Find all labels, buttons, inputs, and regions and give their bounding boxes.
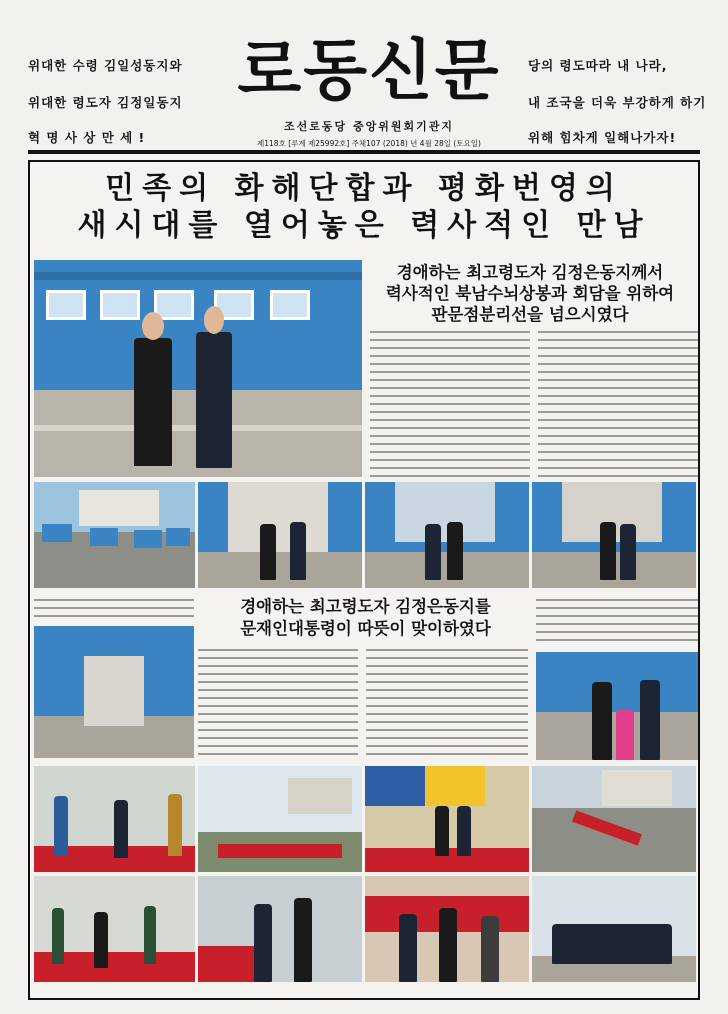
walking-photo <box>198 876 362 982</box>
group-walk-photo <box>365 876 529 982</box>
flag-photo <box>365 766 529 872</box>
second-article-column-1 <box>198 646 358 758</box>
right-slogan-2: 내 조국을 더욱 부강하게 하기 <box>528 95 707 110</box>
second-article-column-2 <box>366 646 528 758</box>
second-headline-line-2: 문재인대통령이 따뜻이 맞이하였다 <box>240 619 491 638</box>
second-article-column-3 <box>536 596 698 646</box>
honor-guard-photo <box>34 876 195 982</box>
lead-subhead <box>364 262 696 325</box>
lead-photo <box>34 260 362 477</box>
main-headline <box>40 170 688 244</box>
headline-line-1: 민족의 화해단합과 평화번영의 <box>105 171 623 206</box>
crossing-photo-2 <box>365 482 529 588</box>
right-slogan-1: 당의 령도따라 내 나라, <box>528 58 668 73</box>
guard-photo-1 <box>34 766 195 872</box>
flower-girl-photo <box>536 652 698 760</box>
group-photo <box>532 876 696 982</box>
lead-subhead-line-3: 판문점분리선을 넘으시였다 <box>431 305 629 324</box>
newspaper-logo: 로동신문 <box>237 31 501 109</box>
masthead <box>0 0 728 150</box>
aerial-ceremony-photo <box>532 766 696 872</box>
aerial-photo <box>34 482 195 588</box>
organ-line: 조선로동당 중앙위원회기관지 <box>284 120 454 133</box>
walkway-photo <box>34 626 194 758</box>
second-headline-line-1: 경애하는 최고령도자 김정은동지를 <box>240 597 491 616</box>
lead-article-column-1 <box>370 328 530 478</box>
issue-line: 제118호 [루계 제25992호] 주체107 (2018) 년 4월 28일 (토요일) <box>257 139 481 148</box>
masthead-rule <box>28 150 700 154</box>
lead-subhead-line-2: 력사적인 북남수뇌상봉과 회담을 위하여 <box>385 284 675 303</box>
second-headline <box>198 596 533 640</box>
left-slogan-1: 위대한 수령 김일성동지와 <box>28 58 183 73</box>
left-slogan-2: 위대한 령도자 김정일동지 <box>28 95 183 110</box>
lead-article-column-2 <box>538 328 698 478</box>
lead-subhead-line-1: 경애하는 최고령도자 김정은동지께서 <box>396 263 664 282</box>
crossing-photo-3 <box>532 482 696 588</box>
right-slogan-3: 위해 힘차게 일해나가자! <box>528 130 677 145</box>
ceremony-photo <box>198 766 362 872</box>
left-slogan-3: 혁 명 사 상 만 세 ! <box>28 130 146 145</box>
caption-text <box>34 596 194 620</box>
crossing-photo-1 <box>198 482 362 588</box>
headline-line-2: 새시대를 열어놓은 력사적인 만남 <box>77 208 651 243</box>
